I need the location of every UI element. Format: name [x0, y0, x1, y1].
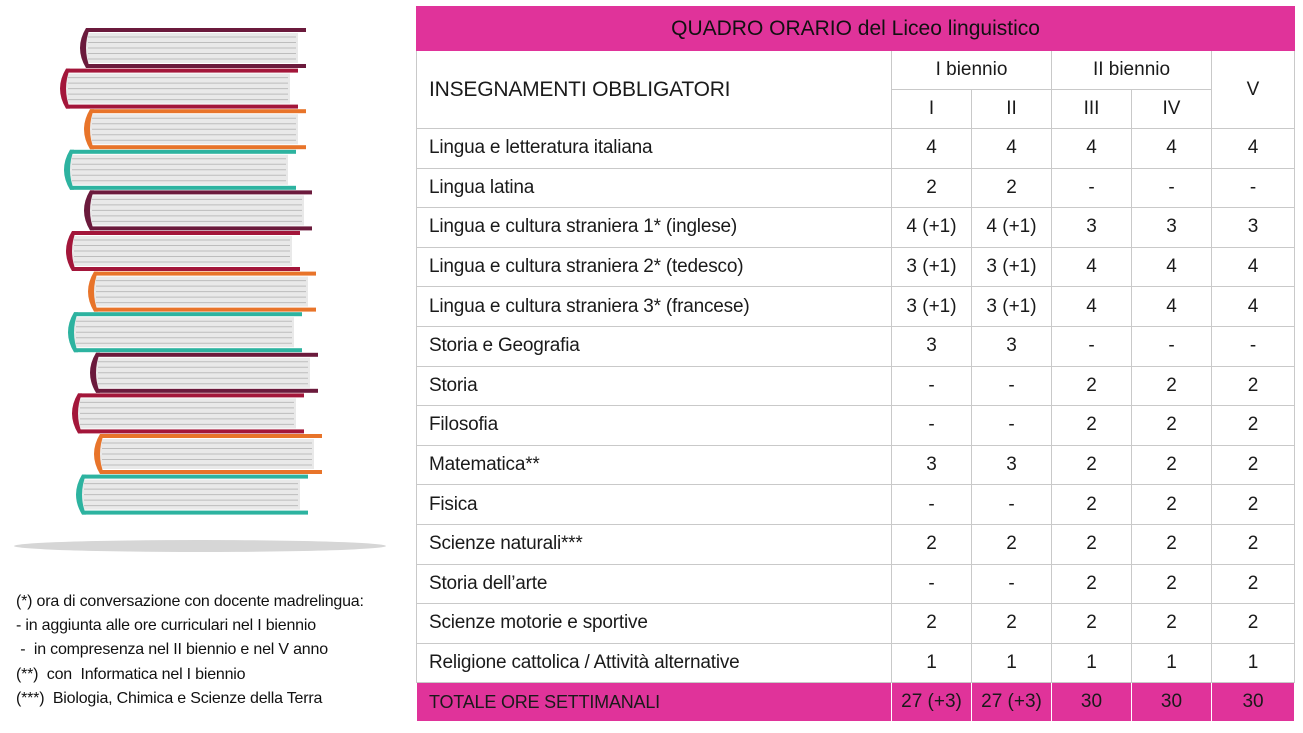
table-row: [417, 326, 1295, 366]
book-icon: [84, 190, 312, 230]
hours-cell: -: [1212, 168, 1295, 208]
table-row: [417, 604, 1295, 644]
hours-cell: 2: [1052, 604, 1132, 644]
subjects-header: INSEGNAMENTI OBBLIGATORI: [417, 51, 892, 129]
book-icon: [76, 475, 308, 515]
hours-cell: 2: [1132, 406, 1212, 446]
book-icon: [80, 28, 306, 68]
table-row: [417, 564, 1295, 604]
hours-cell: 2: [1052, 564, 1132, 604]
footnote-5: (***) Biologia, Chimica e Scienze della Terra: [16, 689, 323, 707]
hours-cell: -: [972, 485, 1052, 525]
hours-cell: 3: [1212, 208, 1295, 248]
book-stack-icon: [0, 0, 400, 560]
table-row: [417, 247, 1295, 287]
year-header-i: I: [892, 90, 972, 129]
table-row: [417, 208, 1295, 248]
table-row: [417, 445, 1295, 485]
footnote-2: - in aggiunta alle ore curriculari nel I biennio: [16, 617, 316, 635]
hours-cell: -: [972, 564, 1052, 604]
hours-cell: 2: [892, 604, 972, 644]
hours-cell: 2: [1052, 445, 1132, 485]
hours-cell: -: [1132, 326, 1212, 366]
hours-cell: 1: [1052, 643, 1132, 683]
total-value: 30: [1132, 683, 1212, 722]
hours-cell: 4: [1212, 129, 1295, 169]
hours-cell: 2: [1212, 604, 1295, 644]
hours-cell: 2: [1212, 485, 1295, 525]
subject-name: Lingua e cultura straniera 3* (francese): [417, 287, 892, 327]
hours-cell: 3: [892, 445, 972, 485]
hours-cell: 2: [1052, 524, 1132, 564]
book-icon: [84, 109, 306, 149]
hours-cell: 2: [1052, 485, 1132, 525]
footnote-1: (*) ora di conversazione con docente madrelingua:: [16, 593, 364, 610]
subject-name: Scienze motorie e sportive: [417, 604, 892, 644]
hours-cell: -: [892, 564, 972, 604]
hours-cell: 3: [972, 326, 1052, 366]
hours-cell: 2: [1132, 564, 1212, 604]
subject-name: Scienze naturali***: [417, 524, 892, 564]
hours-cell: -: [1132, 168, 1212, 208]
subject-name: Storia e Geografia: [417, 326, 892, 366]
book-icon: [60, 69, 298, 109]
hours-cell: 3 (+1): [972, 247, 1052, 287]
subject-name: Lingua e cultura straniera 2* (tedesco): [417, 247, 892, 287]
hours-cell: 4: [892, 129, 972, 169]
subject-name: Lingua e letteratura italiana: [417, 129, 892, 169]
hours-cell: 4: [1132, 247, 1212, 287]
hours-cell: -: [972, 366, 1052, 406]
table-row: [417, 524, 1295, 564]
hours-cell: 2: [1212, 406, 1295, 446]
total-value: 30: [1052, 683, 1132, 722]
total-row: [417, 683, 1295, 722]
footnote-3: - in compresenza nel II biennio e nel V anno: [16, 641, 328, 659]
hours-cell: 4: [1052, 287, 1132, 327]
hours-cell: 4: [1132, 287, 1212, 327]
hours-cell: 3: [1132, 208, 1212, 248]
book-icon: [94, 434, 322, 474]
subject-name: Matematica**: [417, 445, 892, 485]
book-icon: [72, 393, 304, 433]
hours-cell: -: [892, 485, 972, 525]
book-icon: [90, 353, 318, 393]
hours-cell: 4: [1052, 129, 1132, 169]
table-row: [417, 168, 1295, 208]
footnote-4: (**) con Informatica nel I biennio: [16, 665, 246, 683]
total-label: TOTALE ORE SETTIMANALI: [417, 683, 892, 722]
subject-name: Lingua e cultura straniera 1* (inglese): [417, 208, 892, 248]
hours-cell: 4 (+1): [892, 208, 972, 248]
hours-cell: 4: [1212, 247, 1295, 287]
hours-cell: 2: [1132, 524, 1212, 564]
hours-cell: 2: [892, 168, 972, 208]
book-icon: [88, 272, 316, 312]
subject-name: Filosofia: [417, 406, 892, 446]
hours-cell: 2: [1132, 445, 1212, 485]
table-title: QUADRO ORARIO del Liceo linguistico: [417, 7, 1295, 51]
hours-cell: 2: [1212, 445, 1295, 485]
hours-cell: -: [1052, 326, 1132, 366]
subject-name: Fisica: [417, 485, 892, 525]
subject-name: Lingua latina: [417, 168, 892, 208]
hours-cell: 4: [972, 129, 1052, 169]
hours-cell: -: [1212, 326, 1295, 366]
hours-cell: 3: [892, 326, 972, 366]
total-value: 27 (+3): [972, 683, 1052, 722]
hours-cell: 2: [972, 524, 1052, 564]
hours-cell: 4: [1212, 287, 1295, 327]
subject-name: Storia dell’arte: [417, 564, 892, 604]
table-row: [417, 366, 1295, 406]
hours-cell: 2: [972, 604, 1052, 644]
year-header-ii: II: [972, 90, 1052, 129]
total-value: 30: [1212, 683, 1295, 722]
subject-name: Storia: [417, 366, 892, 406]
footnotes: [16, 590, 406, 711]
hours-cell: 2: [972, 168, 1052, 208]
year-header-iv: IV: [1132, 90, 1212, 129]
hours-cell: 2: [1052, 366, 1132, 406]
hours-cell: 2: [1212, 366, 1295, 406]
book-icon: [64, 150, 296, 190]
table-row: [417, 485, 1295, 525]
hours-cell: 3 (+1): [972, 287, 1052, 327]
book-icon: [68, 312, 302, 352]
timetable: [416, 6, 1295, 722]
hours-cell: 1: [1132, 643, 1212, 683]
hours-cell: -: [972, 406, 1052, 446]
hours-cell: 2: [1212, 564, 1295, 604]
group-header-i-biennio: I biennio: [892, 51, 1052, 90]
total-value: 27 (+3): [892, 683, 972, 722]
hours-cell: 2: [1132, 485, 1212, 525]
hours-cell: -: [892, 406, 972, 446]
hours-cell: 3 (+1): [892, 287, 972, 327]
hours-cell: 1: [892, 643, 972, 683]
hours-cell: 2: [1212, 524, 1295, 564]
hours-cell: 2: [1132, 604, 1212, 644]
hours-cell: 4: [1132, 129, 1212, 169]
book-icon: [66, 231, 300, 271]
hours-cell: 2: [1132, 366, 1212, 406]
table-row: [417, 643, 1295, 683]
hours-cell: 1: [1212, 643, 1295, 683]
year-header-iii: III: [1052, 90, 1132, 129]
group-header-ii-biennio: II biennio: [1052, 51, 1212, 90]
subject-name: Religione cattolica / Attività alternative: [417, 643, 892, 683]
hours-cell: -: [1052, 168, 1132, 208]
hours-cell: 2: [1052, 406, 1132, 446]
hours-cell: 3 (+1): [892, 247, 972, 287]
table-row: [417, 287, 1295, 327]
table-row: [417, 129, 1295, 169]
hours-cell: 3: [972, 445, 1052, 485]
hours-cell: 2: [892, 524, 972, 564]
hours-cell: 1: [972, 643, 1052, 683]
table-row: [417, 406, 1295, 446]
group-header-v: V: [1212, 51, 1295, 129]
hours-cell: -: [892, 366, 972, 406]
hours-cell: 3: [1052, 208, 1132, 248]
hours-cell: 4 (+1): [972, 208, 1052, 248]
hours-cell: 4: [1052, 247, 1132, 287]
